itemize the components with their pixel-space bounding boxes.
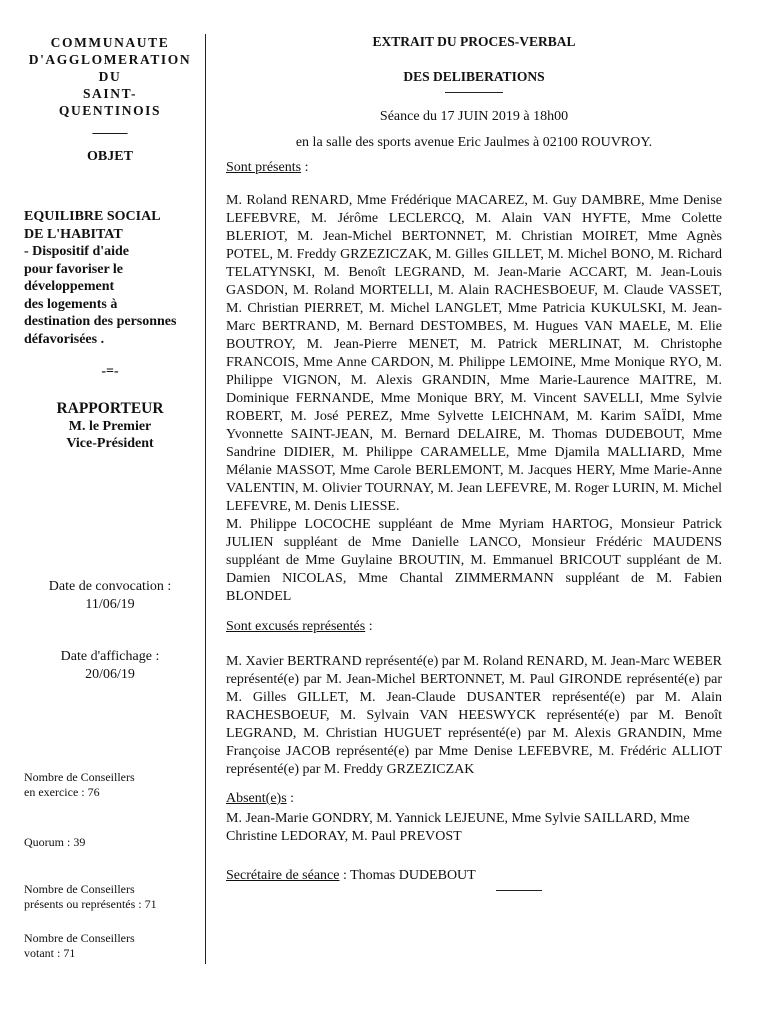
seance-location: en la salle des sports avenue Eric Jaulmes à 02100 ROUVROY. (295, 135, 653, 150)
organization-underline: _____ (92, 121, 128, 136)
presents-label: Sont présents (226, 160, 302, 175)
exercice-label: Nombre de Conseillers (24, 770, 135, 784)
rapporteur-name: M. le Premier (68, 419, 152, 434)
rapporteur-role: Vice-Président (66, 436, 154, 451)
subject-line: DE L'HABITAT (24, 226, 123, 242)
separator: -=- (101, 364, 119, 379)
secretaire-value: : Thomas DUDEBOUT (339, 868, 476, 883)
subject-line: des logements à (24, 296, 118, 312)
organization-line: DU (98, 69, 122, 84)
exercice-block (24, 770, 135, 800)
organization-line: D'AGGLOMERATION (28, 52, 192, 67)
suppleants-list: M. Philippe LOCOCHE suppléant de Mme Myriam HARTOG, Monsieur Patrick JULIEN suppléant de Mme Danielle LANCO, Monsieur Frédéric MAUDENS suppléant de Mme Guylaine BROUTIN, M. Emmanuel BRICOUT suppléant de M. Damien NICOLAS, Mme Chantal ZIMMERMANN suppléant de M. Fabien BLONDEL (226, 517, 722, 604)
votant-value: votant : 71 (24, 946, 76, 960)
organization-line: COMMUNAUTE (50, 35, 170, 50)
presents-heading (226, 160, 722, 176)
closing-rule (496, 890, 542, 891)
left-column (24, 34, 196, 960)
seance-date: Séance du 17 JUIN 2019 à 18h00 (379, 109, 569, 124)
rapporteur-block (24, 400, 196, 452)
convocation-block (24, 578, 196, 614)
votant-label: Nombre de Conseillers (24, 931, 135, 945)
presents-count-value: présents ou représentés : 71 (24, 897, 157, 911)
rapporteur-label: RAPPORTEUR (56, 400, 164, 417)
document-subtitle: DES DELIBERATIONS (403, 69, 545, 84)
absents-heading (226, 791, 722, 807)
subject-line: développement (24, 279, 115, 294)
presents-list: M. Roland RENARD, Mme Frédérique MACAREZ, M. Guy DAMBRE, Mme Denise LEFEBVRE, M. Jérôme LECLERCQ, M. Alain VAN HYFTE, Mme Colette BLERIOT, M. Jean-Michel BERTONNET, M. Christian MOIRET, Mme Agnès POTEL, M. Freddy GRZEZICZAK, M. Gilles GILLET, M. Michel BONO, M. Richard TELATYNSKI, M. Benoît LEGRAND, M. Jean-Marie ACCART, M. Jean-Louis GASDON, M. Roland MORTELLI, M. Alain RACHESBOEUF, M. Claude VASSET, M. Christian PIERRET, M. Michel LANGLET, Mme Patricia KUKULSKI, M. Jean-Marc BERTRAND, M. Bernard DESTOMBES, M. Hugues VAN MAELE, M. Elie BOUTROY, M. Jean-Pierre MENET, M. Patrick MERLINAT, M. Christophe FRANCOIS, Mme Anne CARDON, M. Philippe LEMOINE, Mme Monique RYO, M. Philippe VIGNON, M. Alexis GRANDIN, Mme Marie-Laurence MAITRE, M. Dominique FERNANDE, Mme Monique BRY, M. Vincent SAVELLI, Mme Sylvie ROBERT, M. José PEREZ, Mme Sylvette LEICHNAM, M. Karim SAÏDI, Mme Yvonnette SAINT-JEAN, M. Bernard DELAIRE, M. Thomas DUDEBOUT, Mme Sandrine DIDIER, M. Philippe CARAMELLE, Mme Djamila MALLIARD, Mme Mélanie MASSOT, Mme Carole BERLEMONT, M. Jacques HERY, Mme Marie-Anne VALENTIN, M. Olivier TOURNAY, M. Jean LEFEVRE, M. Roger LURIN, M. Michel LEFEVRE, M. Denis LIESSE. (226, 193, 722, 514)
right-column (226, 34, 722, 891)
excuses-heading (226, 619, 722, 635)
organization-line: SAINT- (82, 86, 138, 101)
secretaire-line (226, 868, 722, 884)
subject-line: destination des personnes (24, 314, 177, 329)
document-title: EXTRAIT DU PROCES-VERBAL (372, 34, 576, 49)
organization-line: QUENTINOIS (58, 103, 162, 118)
subject-line: EQUILIBRE SOCIAL (24, 209, 161, 224)
convocation-date: 11/06/19 (85, 597, 135, 612)
presents-count-block (24, 882, 157, 912)
excuses-colon: : (365, 619, 373, 634)
quorum: Quorum : 39 (24, 835, 86, 849)
title-underline (445, 92, 503, 93)
affichage-date: 20/06/19 (85, 667, 135, 682)
absents-colon: : (286, 791, 295, 806)
objet-label: OBJET (87, 149, 133, 164)
excuses-list: M. Xavier BERTRAND représenté(e) par M. Roland RENARD, M. Jean-Marc WEBER représenté(e) par M. Jean-Michel BERTONNET, M. Paul GIRONDE représenté(e) par M. Gilles GILLET, M. Jean-Claude DUSANTER représenté(e) par M. Alain RACHESBOEUF, M. Sylvain VAN HEESWYCK représenté(e) par M. Benoît LEGRAND, M. Christian HUGUET représenté(e) par M. Alexis GRANDIN, Mme Françoise JACOB représenté(e) par Mme Denise LEFEBVRE, M. Frédéric ALLIOT représenté(e) par M. Freddy GRZEZICZAK (226, 654, 722, 777)
subject-block (24, 208, 204, 348)
votant-block (24, 931, 135, 961)
organization-name (24, 34, 196, 119)
affichage-block (24, 648, 196, 684)
convocation-label: Date de convocation : (48, 579, 172, 594)
subject-line: défavorisées . (24, 331, 105, 347)
presents-count-label: Nombre de Conseillers (24, 882, 135, 896)
subject-line: - Dispositif d'aide (24, 244, 130, 259)
absents-label: Absent(e)s (226, 791, 287, 806)
subject-line: pour favoriser le (24, 261, 124, 277)
absents-list: M. Jean-Marie GONDRY, M. Yannick LEJEUNE, Mme Sylvie SAILLARD, Mme Christine LEDORAY, M. Paul PREVOST (226, 811, 690, 844)
exercice-value: en exercice : 76 (24, 785, 100, 799)
column-divider (205, 34, 206, 964)
excuses-label: Sont excusés représentés (226, 619, 366, 634)
affichage-label: Date d'affichage : (60, 649, 160, 664)
secretaire-label: Secrétaire de séance (226, 868, 340, 883)
presents-colon: : (301, 160, 309, 175)
